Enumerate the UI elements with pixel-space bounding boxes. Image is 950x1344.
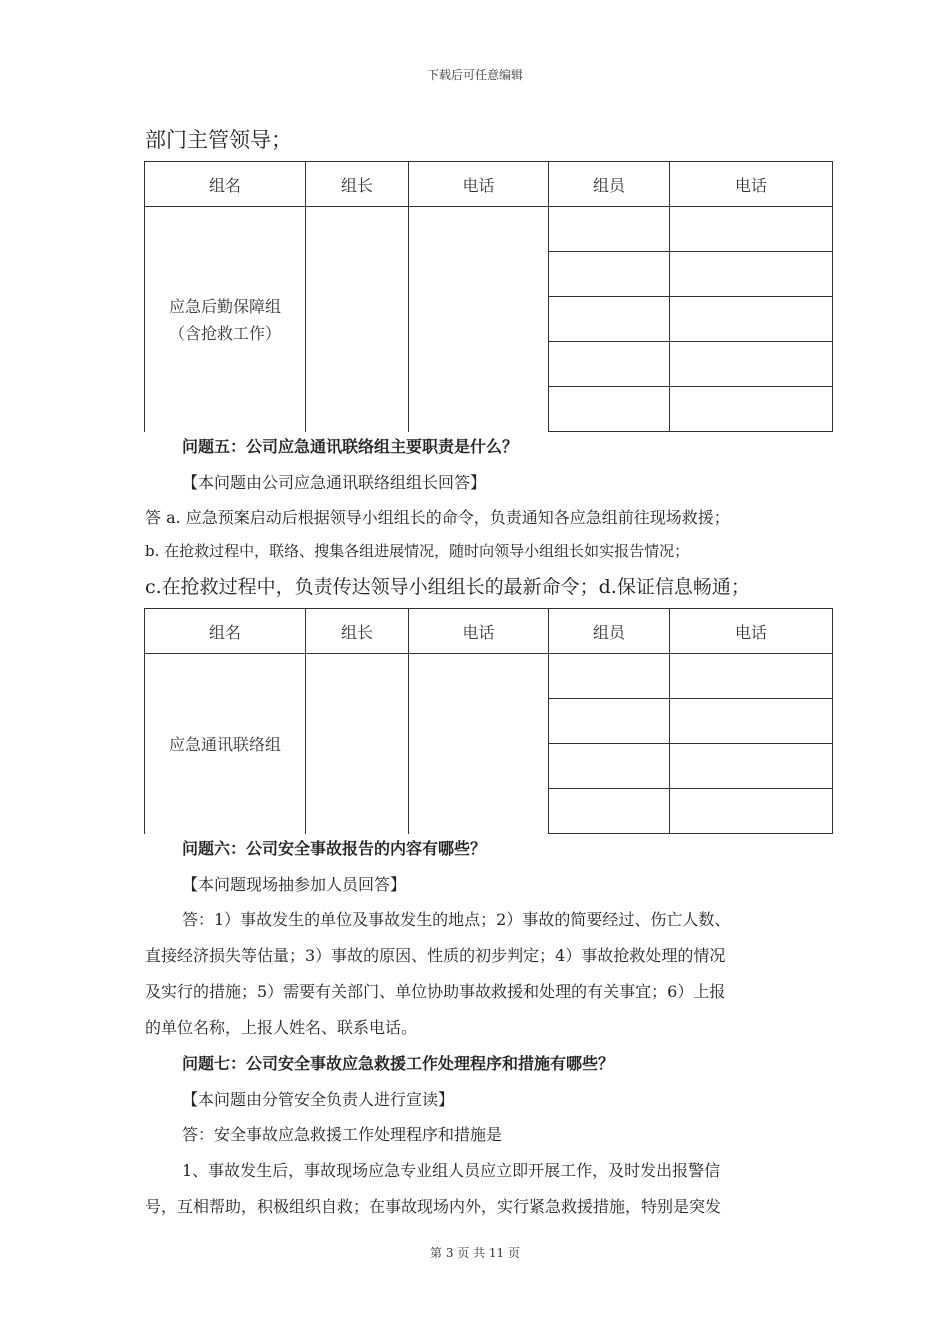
question-6: 问题六：公司安全事故报告的内容有哪些？ xyxy=(182,839,487,858)
col-header-phone: 电话 xyxy=(409,609,549,654)
page-header: 下载后可任意编辑 xyxy=(426,68,523,82)
member-phone-cell xyxy=(670,744,833,789)
group-name-line2: （含抢救工作） xyxy=(168,324,281,344)
group-name-cell xyxy=(145,207,306,432)
question-5-answer-a: 答 a. 应急预案启动后根据领导小组组长的命令，负责通知各应急组前往现场救援； xyxy=(145,508,730,527)
question-6-answer-line2: 直接经济损失等估量；3）事故的原因、性质的初步判定；4）事故抢救处理的情况 xyxy=(145,946,726,965)
member-cell xyxy=(549,654,670,699)
member-phone-cell xyxy=(670,387,833,432)
col-header-leader: 组长 xyxy=(306,609,409,654)
col-header-leader: 组长 xyxy=(306,162,409,207)
col-header-phone: 电话 xyxy=(409,162,549,207)
col-header-member: 组员 xyxy=(549,162,670,207)
member-phone-cell xyxy=(670,699,833,744)
question-7: 问题七：公司安全事故应急救援工作处理程序和措施有哪些？ xyxy=(182,1054,615,1073)
member-cell xyxy=(549,252,670,297)
col-header-member: 组员 xyxy=(549,609,670,654)
col-header-group-name: 组名 xyxy=(145,162,306,207)
member-cell xyxy=(549,699,670,744)
member-phone-cell xyxy=(670,654,833,699)
member-cell xyxy=(549,789,670,834)
col-header-member-phone: 电话 xyxy=(670,609,833,654)
question-7-answer-line3: 号，互相帮助，积极组织自救；在事故现场内外，实行紧急救援措施，特别是突发 xyxy=(145,1197,722,1216)
group-name-line1: 应急后勤保障组 xyxy=(168,297,281,317)
question-6-answer-line4: 的单位名称，上报人姓名、联系电话。 xyxy=(145,1018,418,1037)
table-communication-group xyxy=(144,608,833,834)
section-heading: 部门主管领导； xyxy=(145,128,292,152)
member-phone-cell xyxy=(670,789,833,834)
question-6-answer-line3: 及实行的措施；5）需要有关部门、单位协助事故救援和处理的有关事宜；6）上报 xyxy=(145,982,726,1001)
phone-cell xyxy=(409,654,549,834)
question-6-answer-line1: 答：1）事故发生的单位及事故发生的地点；2）事故的简要经过、伤亡人数、 xyxy=(182,910,731,929)
member-phone-cell xyxy=(670,342,833,387)
member-phone-cell xyxy=(670,207,833,252)
leader-cell xyxy=(306,654,409,834)
member-cell xyxy=(549,207,670,252)
phone-cell xyxy=(409,207,549,432)
member-phone-cell xyxy=(670,252,833,297)
question-5-note: 【本问题由公司应急通讯联络组组长回答】 xyxy=(182,473,487,492)
question-7-answer-line2: 1、事故发生后，事故现场应急专业组人员应立即开展工作，及时发出报警信 xyxy=(182,1161,721,1180)
question-5-answer-b: b. 在抢救过程中，联络、搜集各组进展情况，随时向领导小组组长如实报告情况； xyxy=(145,542,690,560)
page-footer: 第 3 页 共 11 页 xyxy=(430,1246,520,1260)
col-header-member-phone: 电话 xyxy=(670,162,833,207)
member-cell xyxy=(549,744,670,789)
question-7-answer-line1: 答：安全事故应急救援工作处理程序和措施是 xyxy=(182,1125,503,1144)
member-cell xyxy=(549,387,670,432)
table-logistics-group xyxy=(144,161,833,432)
leader-cell xyxy=(306,207,409,432)
group-name-cell: 应急通讯联络组 xyxy=(145,654,306,834)
col-header-group-name: 组名 xyxy=(145,609,306,654)
question-7-note: 【本问题由分管安全负责人进行宣读】 xyxy=(182,1090,455,1109)
question-5: 问题五：公司应急通讯联络组主要职责是什么？ xyxy=(182,437,519,456)
question-6-note: 【本问题现场抽参加人员回答】 xyxy=(182,875,407,894)
member-phone-cell xyxy=(670,297,833,342)
member-cell xyxy=(549,342,670,387)
member-cell xyxy=(549,297,670,342)
question-5-answer-cd: c.在抢救过程中，负责传达领导小组组长的最新命令；d.保证信息畅通； xyxy=(145,576,750,598)
